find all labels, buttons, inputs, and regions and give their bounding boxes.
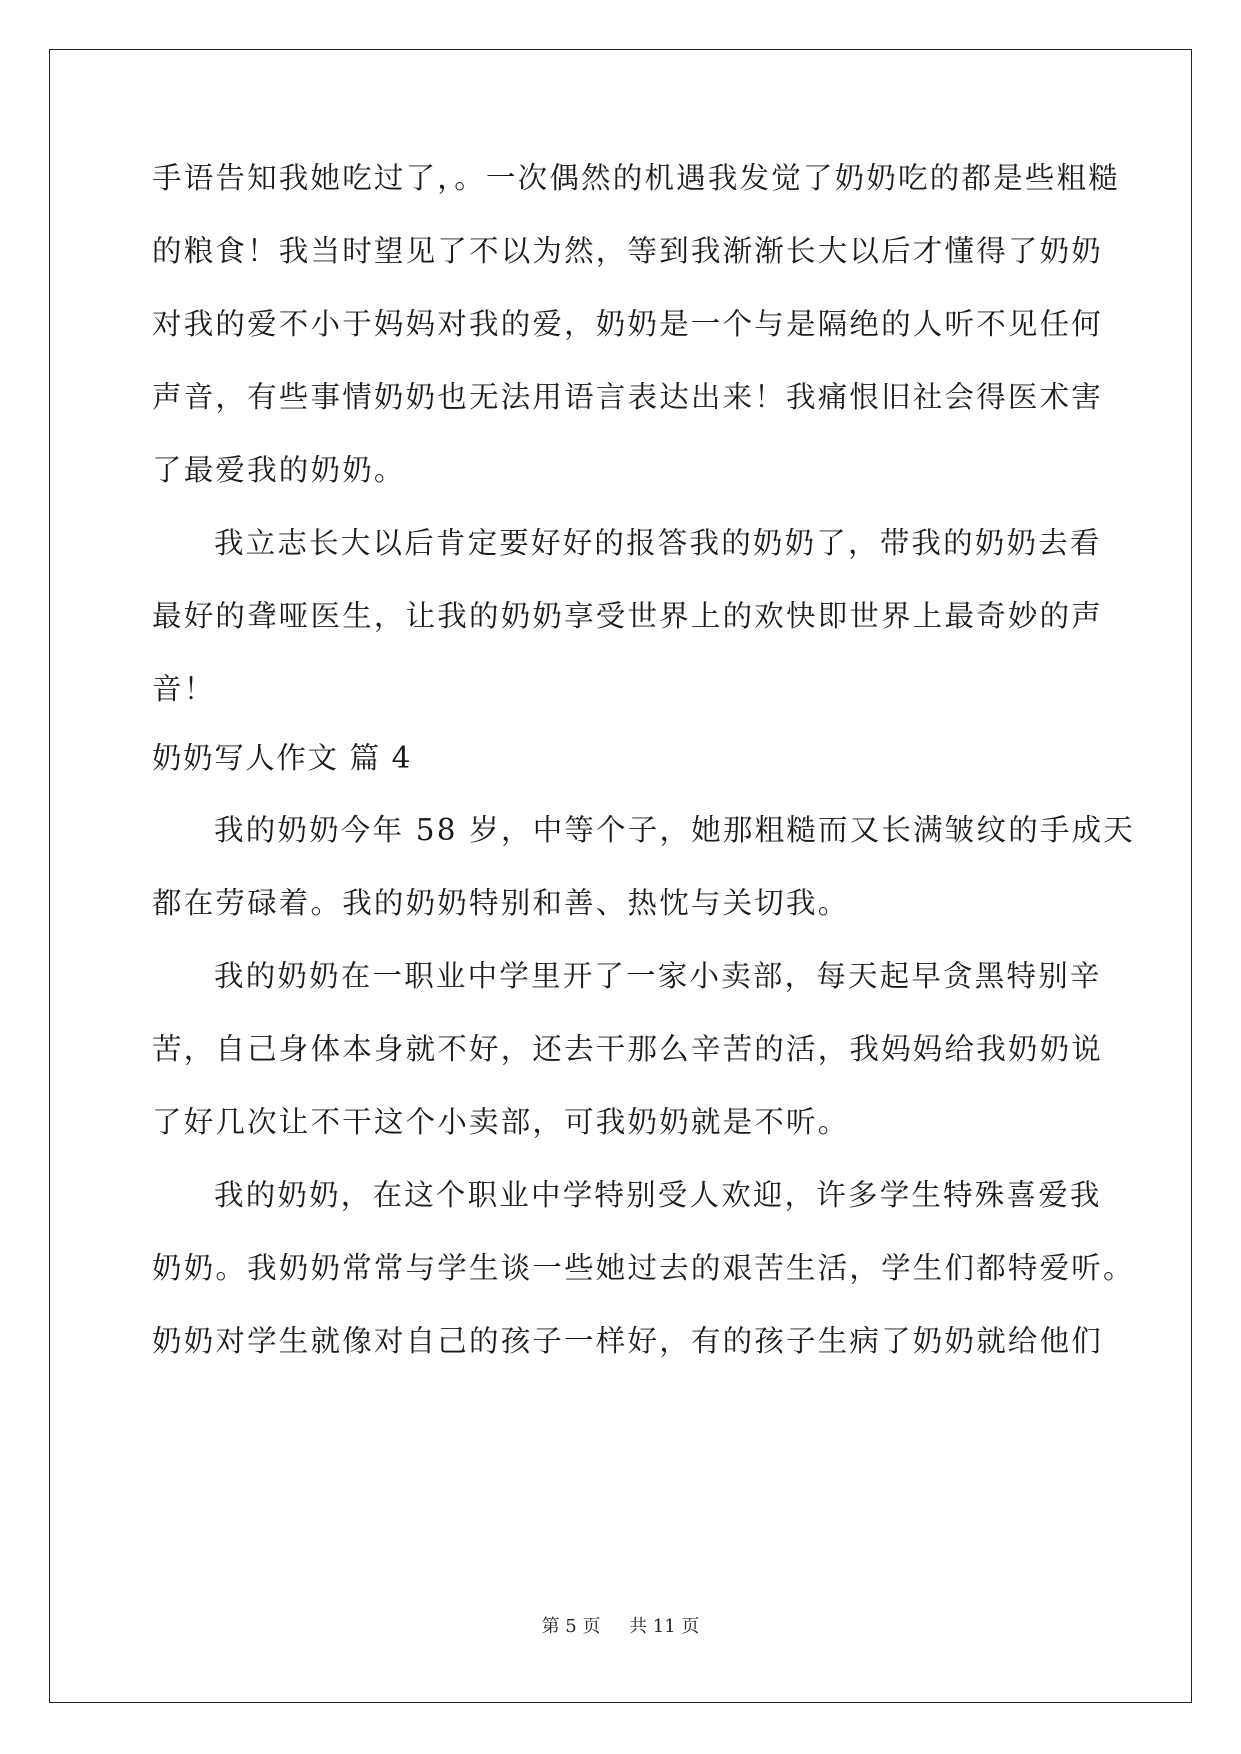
text-line: 奶奶对学生就像对自己的孩子一样好，有的孩子生病了奶奶就给他们	[152, 1324, 1104, 1358]
text-line: 我的奶奶在一职业中学里开了一家小卖部，每天起早贪黑特别辛	[214, 959, 1102, 993]
text-line: 奶奶。我奶奶常常与学生谈一些她过去的艰苦生活，学生们都特爱听。	[152, 1251, 1135, 1285]
text-line: 了好几次让不干这个小卖部，可我奶奶就是不听。	[152, 1105, 850, 1139]
text-line: 声音，有些事情奶奶也无法用语言表达出来！我痛恨旧社会得医术害	[152, 380, 1104, 414]
text-line: 了最爱我的奶奶。	[152, 453, 406, 487]
text-line: 我立志长大以后肯定要好好的报答我的奶奶了，带我的奶奶去看	[214, 526, 1102, 560]
text-line: 都在劳碌着。我的奶奶特别和善、热忱与关切我。	[152, 886, 850, 920]
page-total: 共 11 页	[629, 1616, 700, 1637]
text-line: 苦，自己身体本身就不好，还去干那么辛苦的活，我妈妈给我奶奶说	[152, 1032, 1104, 1066]
text-line: 我的奶奶今年 58 岁，中等个子，她那粗糙而又长满皱纹的手成天	[214, 813, 1135, 847]
text-line: 最好的聋哑医生，让我的奶奶享受世界上的欢快即世界上最奇妙的声	[152, 599, 1104, 633]
page-number: 第 5 页	[541, 1616, 601, 1637]
page-border	[49, 49, 1192, 1703]
text-line: 对我的爱不小于妈妈对我的爱，奶奶是一个与是隔绝的人听不见任何	[152, 307, 1104, 341]
text-line: 我的奶奶，在这个职业中学特别受人欢迎，许多学生特殊喜爱我	[214, 1178, 1102, 1212]
text-line: 音！	[152, 672, 216, 706]
page-footer	[0, 1612, 1241, 1638]
text-line: 手语告知我她吃过了，。一次偶然的机遇我发觉了奶奶吃的都是些粗糙	[152, 161, 1120, 195]
section-heading: 奶奶写人作文 篇 4	[152, 741, 413, 775]
text-line: 的粮食！我当时望见了不以为然，等到我渐渐长大以后才懂得了奶奶	[152, 234, 1104, 268]
